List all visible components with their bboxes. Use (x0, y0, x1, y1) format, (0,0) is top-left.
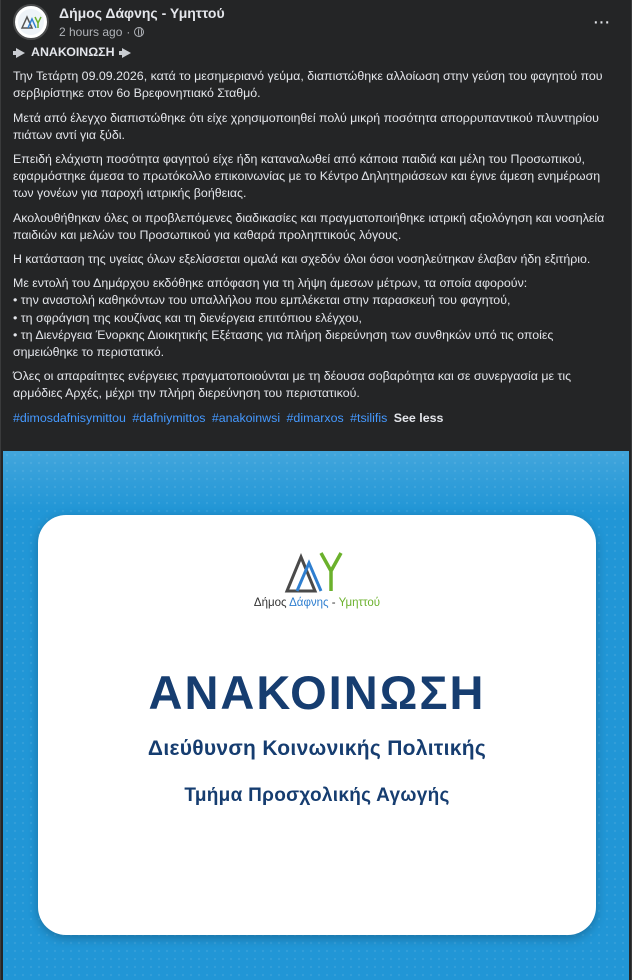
post-time[interactable]: 2 hours ago (59, 25, 123, 39)
paragraph: Η κατάσταση της υγείας όλων εξελίσσεται ομαλά και σχεδόν όλοι όσοι νοσηλεύτηκαν έλαβαν ήδη εξιτήριο. (13, 252, 591, 267)
hashtags (13, 410, 617, 427)
paragraph: Ακολουθήθηκαν όλες οι προβλεπόμενες διαδικασίες και πραγματοποιήθηκε ιατρική αξιολόγηση και νοσηλεία παιδιών και μελών του Προσωπικού για καθαρά προληπτικούς λόγους. (13, 210, 605, 242)
megaphone-icon (119, 48, 133, 58)
card-subtitle-directorate: Διεύθυνση Κοινωνικής Πολιτικής (147, 737, 487, 760)
announcement-card (38, 515, 596, 935)
logo-text-prefix: Δήμος (253, 597, 287, 609)
list-item: • τη σφράγιση της κουζίνας και τη διενέργεια επιτόπιου ελέγχου, (13, 310, 362, 325)
logo-text-dash: - (331, 597, 336, 609)
more-options-icon[interactable]: ··· (592, 10, 610, 33)
measures-list (13, 275, 617, 361)
hashtag-link[interactable]: #anakoinwsi (211, 410, 281, 425)
post-header (13, 4, 621, 44)
measures-intro: Με εντολή του Δημάρχου εκδόθηκε απόφαση για τη λήψη άμεσων μέτρων, τα οποία αφορούν: (13, 276, 528, 291)
globe-icon (134, 27, 144, 37)
meta-separator: · (126, 25, 131, 39)
logo-text-blue: Δάφνης (289, 597, 329, 609)
municipality-logo (38, 549, 596, 609)
see-less-link[interactable]: See less (393, 410, 444, 425)
hashtag-link[interactable]: #dimarxos (286, 410, 344, 425)
card-subtitle-department: Τμήμα Προσχολικής Αγωγής (184, 785, 450, 806)
logo-text-green: Υμηττού (338, 597, 381, 609)
list-item: • τη Διενέργεια Ένορκης Διοικητικής Εξέτασης για πλήρη διερεύνηση των συνθηκών υπό τις οποίες σημειώθηκε το περιστατικό. (13, 327, 554, 360)
megaphone-icon (13, 48, 27, 58)
paragraph: Μετά από έλεγχο διαπιστώθηκε ότι είχε χρησιμοποιηθεί πολύ μικρή ποσότητα απορρυπαντικού πλυντηρίου πιάτων αντί για ξύδι. (13, 110, 599, 142)
hashtag-link[interactable]: #dimosdafnisymittou (13, 410, 126, 425)
post-image[interactable] (3, 451, 629, 980)
paragraph: Επειδή ελάχιστη ποσότητα φαγητού είχε ήδη καταναλωθεί από κάποια παιδιά και μέλη του Προσωπικού, εφαρμόστηκε άμεσα το πρωτόκολλο επικοινωνίας με το Κέντρο Δηλητηριάσεων και έγινε άμεση ενημέρωση των γονέων για παροχή ιατρικής βοήθειας. (13, 152, 601, 201)
paragraph: Όλες οι απαραίτητες ενέργειες πραγματοποιούνται με τη δέουσα σοβαρότητα και σε συνεργασία με τις αρμόδιες Αρχές, μέχρι την πλήρη διερεύνηση του περιστατικού. (13, 369, 572, 401)
card-title: ΑΝΑΚΟΙΝΩΣΗ (148, 666, 486, 719)
page-name[interactable]: Δήμος Δάφνης - Υμηττού (59, 5, 225, 21)
post-meta (59, 25, 144, 39)
hashtag-link[interactable]: #dafniymittos (132, 410, 206, 425)
hashtag-link[interactable]: #tsilifis (350, 410, 388, 425)
paragraph: Την Τετάρτη 09.09.2026, κατά το μεσημεριανό γεύμα, διαπιστώθηκε αλλοίωση στην γεύση του φαγητού που σερβιρίστηκε στον 6ο Βρεφονηπιακό Σταθμό. (13, 69, 603, 101)
page-avatar[interactable] (13, 4, 49, 40)
avatar-logo-icon (18, 9, 44, 35)
post-title: ΑΝΑΚΟΙΝΩΣΗ (31, 45, 115, 59)
list-item: • την αναστολή καθηκόντων του υπαλλήλου που εμπλέκεται στην παρασκευή του φαγητού, (13, 293, 511, 308)
post-title-line (13, 44, 617, 61)
logo-text (38, 597, 596, 609)
logo-icon (277, 549, 357, 595)
post-body (13, 44, 617, 434)
